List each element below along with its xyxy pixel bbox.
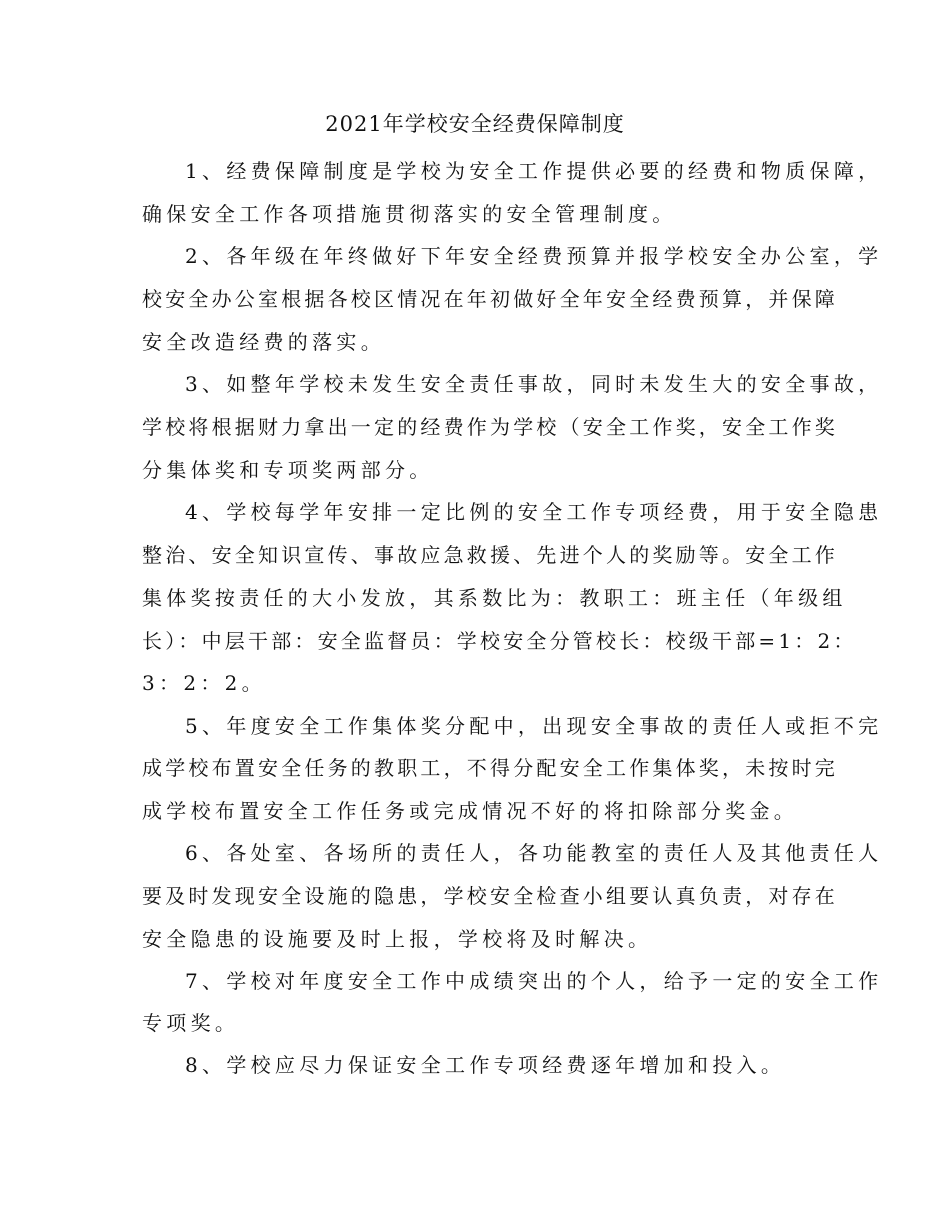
paragraph-4-line-5: 3：2：2。: [142, 671, 266, 695]
paragraph-2-line-2: 校安全办公室根据各校区情况在年初做好全年安全经费预算，并保障: [142, 287, 838, 311]
paragraph-6-line-2: 要及时发现安全设施的隐患，学校安全检查小组要认真负责，对存在: [142, 884, 838, 908]
paragraph-1-line-1: 1、经费保障制度是学校为安全工作提供必要的经费和物质保障，: [185, 159, 883, 183]
paragraph-2-line-1: 2、各年级在年终做好下年安全经费预算并报学校安全办公室，学: [185, 244, 883, 268]
paragraph-3-line-2: 学校将根据财力拿出一定的经费作为学校（安全工作奖，安全工作奖: [142, 415, 838, 439]
paragraph-4-line-4: 长）：中层干部：安全监督员：学校安全分管校长：校级干部=1：2：: [142, 629, 857, 653]
paragraph-6-line-1: 6、各处室、各场所的责任人，各功能教室的责任人及其他责任人: [185, 841, 883, 865]
paragraph-4-line-3: 集体奖按责任的大小发放，其系数比为：教职工：班主任（年级组: [142, 586, 847, 610]
paragraph-1-line-2: 确保安全工作各项措施贯彻落实的安全管理制度。: [142, 202, 677, 226]
paragraph-4-line-1: 4、学校每学年安排一定比例的安全工作专项经费，用于安全隐患: [185, 500, 883, 524]
paragraph-3-line-3: 分集体奖和专项奖两部分。: [142, 458, 434, 482]
document-title: 2021年学校安全经费保障制度: [325, 112, 625, 136]
paragraph-5-line-2: 成学校布置安全任务的教职工，不得分配安全工作集体奖，未按时完: [142, 756, 838, 780]
paragraph-8-line-1: 8、学校应尽力保证安全工作专项经费逐年增加和投入。: [185, 1053, 786, 1077]
paragraph-2-line-3: 安全改造经费的落实。: [142, 330, 385, 354]
paragraph-4-line-2: 整治、安全知识宣传、事故应急救援、先进个人的奖励等。安全工作: [142, 543, 838, 567]
paragraph-5-line-3: 成学校布置安全工作任务或完成情况不好的将扣除部分奖金。: [142, 799, 799, 823]
paragraph-7-line-1: 7、学校对年度安全工作中成绩突出的个人，给予一定的安全工作: [185, 969, 883, 993]
paragraph-6-line-3: 安全隐患的设施要及时上报，学校将及时解决。: [142, 927, 653, 951]
paragraph-5-line-1: 5、年度安全工作集体奖分配中，出现安全事故的责任人或拒不完: [185, 714, 883, 738]
paragraph-7-line-2: 专项奖。: [142, 1011, 240, 1035]
paragraph-3-line-1: 3、如整年学校未发生安全责任事故，同时未发生大的安全事故，: [185, 372, 883, 396]
